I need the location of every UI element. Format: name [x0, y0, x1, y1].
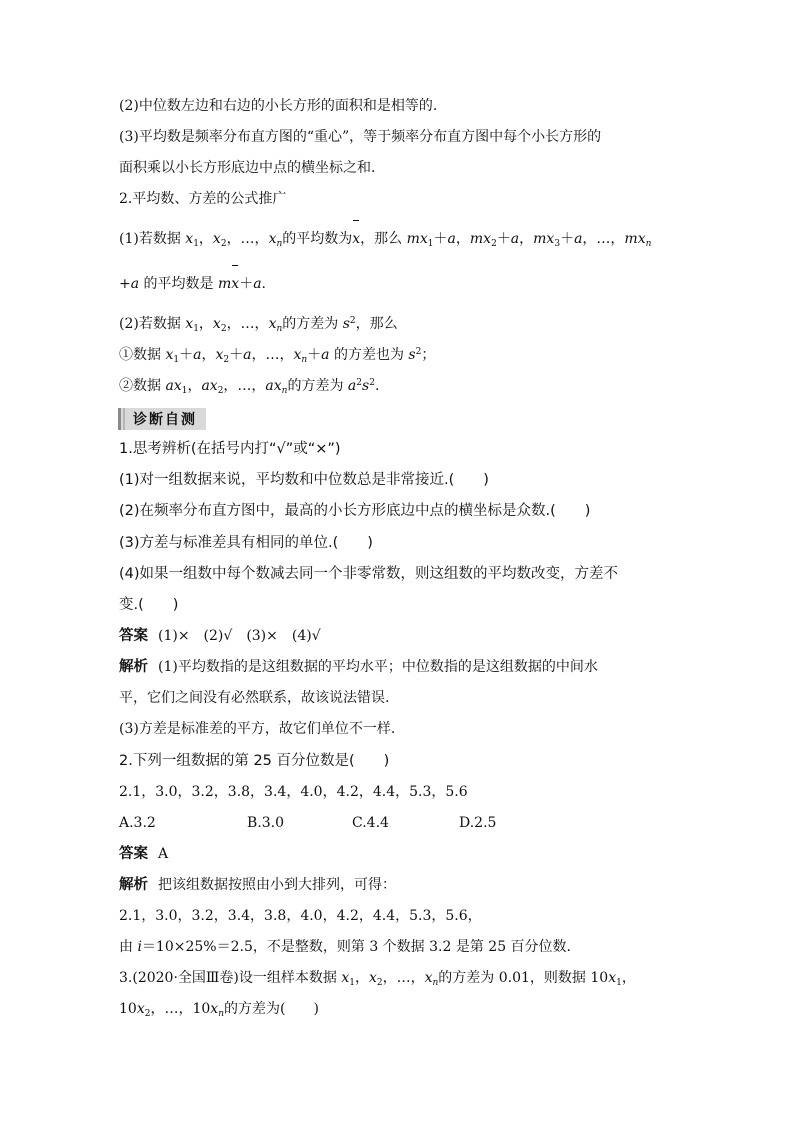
question-1-explanation-cont: 平，它们之间没有必然联系，故该说法错误.: [119, 690, 390, 706]
question-1-explanation-cont: (3)方差是标准差的平方，故它们单位不一样.: [119, 721, 396, 737]
answer-label: 答案: [119, 628, 148, 644]
text-line: (3)平均数是频率分布直方图的“重心”，等于频率分布直方图中每个小长方形的: [119, 129, 602, 145]
answer-text: A: [158, 846, 169, 862]
explanation-label: 解析: [119, 877, 148, 893]
question-2-explanation-cont: 由 i＝10×25%＝2.5，不是整数，则第 3 个数据 3.2 是第 25 百分位数.: [119, 939, 572, 955]
explanation-label: 解析: [119, 659, 148, 675]
explanation-text: (1)平均数指的是这组数据的平均水平；中位数指的是这组数据的中间水: [158, 659, 598, 675]
question-1-stem: 1.思考辨析(在括号内打“√”或“×”): [119, 441, 341, 457]
question-2-sorted-data: 2.1，3.0，3.2，3.4，3.8，4.0，4.2，4.4，5.3，5.6，: [119, 908, 482, 924]
formula-line-variance-definition: (2)若数据 $x_1$，$x_2$，…，$x_n$的方差为 $s^2$，那么: [119, 316, 398, 334]
text-line: 面积乘以小长方形底边中点的横坐标之和.: [119, 160, 376, 176]
formula-line-mean-result: +a 的平均数是 mx＋a.: [119, 276, 266, 292]
option-b: B.3.0: [247, 815, 285, 831]
question-3-stem-cont: $10x_2$，…，$10x_n$的方差为( ): [119, 1001, 319, 1019]
question-1-explanation: [119, 657, 694, 677]
option-c: C.4.4: [352, 815, 389, 831]
header-stripe-icon: [118, 408, 121, 430]
option-d: D.2.5: [459, 815, 497, 831]
formula-line-variance-shift: ①数据 $x_1+a$，$x_2+a$，…，$x_n+a$ 的方差也为 $s^2$；: [119, 347, 436, 365]
question-1-statement-4: (4)如果一组数中每个数减去同一个非零常数，则这组数的平均数改变，方差不: [119, 566, 619, 582]
question-2-data: 2.1，3.0，3.2，3.8，3.4，4.0，4.2，4.4，5.3，5.6: [119, 784, 468, 800]
question-2-stem: 2.下列一组数据的第 25 百分位数是( ): [119, 753, 390, 769]
question-2-options: [119, 813, 694, 833]
section-subtitle: 2.平均数、方差的公式推广: [119, 191, 287, 207]
question-1-statement-3: (3)方差与标准差具有相同的单位.( ): [119, 535, 373, 551]
question-1-statement-4-cont: 变.( ): [119, 597, 179, 613]
header-stripe-icon: [123, 408, 125, 430]
question-3-stem: 3.(2020·全国Ⅲ卷)设一组样本数据 $x_1$，$x_2$，…，$x_n$的方差为 0.01，则数据 $10x_1$，: [119, 970, 636, 988]
question-1-statement-1: (1)对一组数据来说，平均数和中位数总是非常接近.( ): [119, 472, 489, 488]
question-1-statement-2: (2)在频率分布直方图中，最高的小长方形底边中点的横坐标是众数.( ): [119, 503, 591, 519]
formula-line-variance-scale: ②数据 $ax_1$，$ax_2$，…，$ax_n$的方差为 $a^2s^2$.: [119, 378, 380, 396]
formula-line-mean-definition: (1)若数据 $x_1$，$x_2$，…，$x_n$的平均数为x，那么 $mx_1+a$，$mx_2+a$，$mx_3+a$，…，$mx_n$: [119, 231, 652, 249]
answer-text: (1)× (2)√ (3)× (4)√: [158, 628, 321, 644]
question-2-answer: [119, 844, 694, 864]
section-header-diagnosis: [118, 408, 206, 430]
text-line: (2)中位数左边和右边的小长方形的面积和是相等的.: [119, 98, 438, 114]
section-title: 诊断自测: [133, 412, 197, 428]
explanation-text: 把该组数据按照由小到大排列，可得：: [158, 877, 396, 893]
question-2-explanation: [119, 875, 694, 895]
answer-label: 答案: [119, 846, 148, 862]
option-a: A.3.2: [119, 815, 156, 831]
question-1-answer: [119, 626, 694, 646]
